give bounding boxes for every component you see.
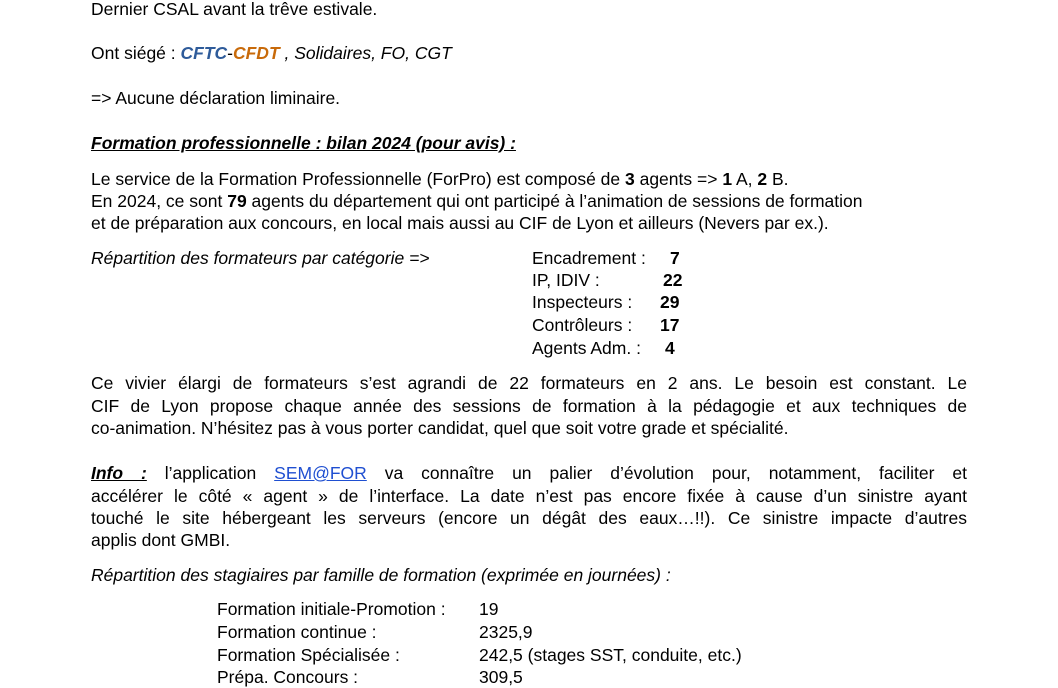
info-line-1 [91, 462, 967, 484]
vivier-line-3: co-animation. N’hésitez pas à vous porter candidat, quel que soit votre grade et spécialité. [91, 418, 789, 438]
agents-count: 3 [625, 169, 635, 189]
info-label: Info : [91, 463, 147, 483]
cftc-label: CFTC [180, 43, 228, 63]
formateurs-value: 17 [660, 315, 680, 335]
formateurs-row [532, 291, 632, 313]
stagiaires-row-value: 242,5 (stages SST, conduite, etc.) [479, 645, 742, 665]
formateurs-value: 29 [660, 292, 680, 312]
text-run: l’application [146, 463, 275, 483]
participants-count: 79 [227, 191, 247, 211]
text-run: agents => [634, 169, 723, 189]
cat-b-count: 2 [757, 169, 768, 189]
participants-line [91, 190, 862, 212]
formateurs-value: 22 [663, 270, 683, 290]
formateurs-label: Inspecteurs : [532, 292, 633, 312]
text-run: A, [732, 169, 758, 189]
text-run: agents du département qui ont participé à l’animation de sessions de formation [246, 191, 863, 211]
stagiaires-row-value: 2325,9 [479, 622, 533, 642]
text-run: Le service de la Formation Professionnelle (ForPro) est composé de [91, 169, 625, 189]
info-line-2: accélérer le côté « agent » de l’interface. La date n’est pas encore fixée à cause d’un sinistre ayant [91, 486, 967, 506]
stagiaires-row-label: Formation Spécialisée : [217, 645, 400, 665]
stagiaires-row-label: Formation continue : [217, 622, 377, 642]
formateurs-value: 7 [670, 248, 680, 268]
text-run: En 2024, ce sont [91, 191, 228, 211]
info-line-4: applis dont GMBI. [91, 530, 231, 550]
participants-line-2: et de préparation aux concours, en local mais aussi au CIF de Lyon et ailleurs (Nevers par ex.). [91, 213, 829, 233]
seated-prefix: Ont siégé : [91, 43, 181, 63]
formateurs-label: IP, IDIV : [532, 270, 600, 290]
seated-line [91, 42, 452, 64]
vivier-line-1: Ce vivier élargi de formateurs s’est agrandi de 22 formateurs en 2 ans. Le besoin est constant. Le [91, 373, 967, 393]
declaration-line: => Aucune déclaration liminaire. [91, 88, 341, 108]
formateurs-row [532, 314, 632, 336]
vivier-line-2: CIF de Lyon propose chaque année des sessions de formation à la pédagogie et aux techniques de [91, 396, 967, 416]
forpro-line [91, 168, 788, 190]
other-unions: , Solidaires, FO, CGT [279, 43, 452, 63]
formateurs-row [532, 247, 646, 269]
section-heading: Formation professionnelle : bilan 2024 (pour avis) : [91, 133, 516, 153]
semafor-link[interactable]: SEM@FOR [274, 463, 367, 483]
formateurs-label: Contrôleurs : [532, 315, 633, 335]
text-run: va connaître un palier d’évolution pour, notamment, faciliter et [366, 463, 968, 483]
union-dash: - [227, 43, 233, 63]
formateurs-label: Agents Adm. : [532, 338, 641, 358]
stagiaires-row-label: Formation initiale-Promotion : [217, 599, 446, 619]
cfdt-label: CFDT [232, 43, 280, 63]
stagiaires-row-value: 309,5 [479, 667, 523, 687]
intro-line: Dernier CSAL avant la trêve estivale. [91, 0, 378, 19]
cat-a-count: 1 [722, 169, 733, 189]
info-line-3: touché le site hébergeant les serveurs (encore un dégât des eaux…!!). Ce sinistre impacte d’autres [91, 508, 967, 528]
formateurs-row [532, 269, 600, 291]
repartition-label: Répartition des formateurs par catégorie => [91, 248, 430, 268]
stagiaires-label: Répartition des stagiaires par famille de formation (exprimée en journées) : [91, 565, 671, 585]
stagiaires-row-label: Prépa. Concours : [217, 667, 359, 687]
formateurs-row [532, 337, 641, 359]
formateurs-label: Encadrement : [532, 248, 646, 268]
stagiaires-row-value: 19 [479, 599, 499, 619]
text-run: B. [767, 169, 789, 189]
formateurs-value: 4 [665, 338, 675, 358]
